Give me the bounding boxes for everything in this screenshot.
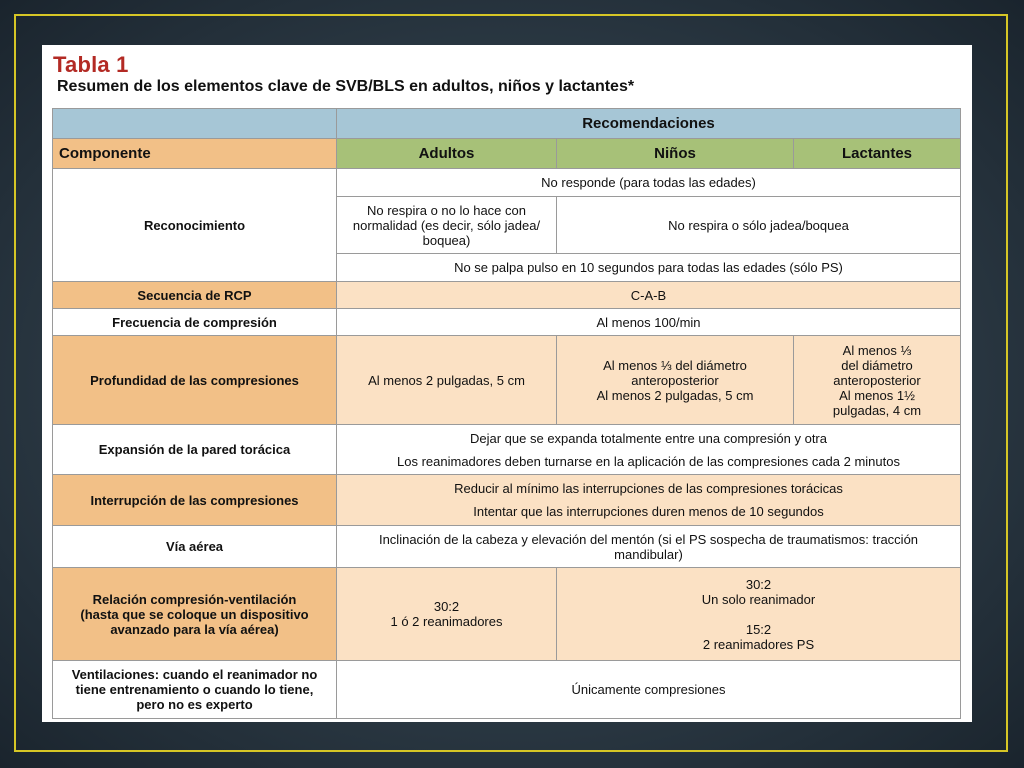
label-expansion: Expansión de la pared torácica — [53, 425, 337, 475]
row-reconocimiento-1 — [53, 169, 961, 197]
cell-no-responde: No responde (para todas las edades) — [337, 169, 961, 197]
row-ventilaciones — [53, 661, 961, 719]
header-empty-cell — [53, 109, 337, 139]
bls-summary-table — [52, 108, 961, 719]
ventilaciones-label-line: tiene entrenamiento o cuando lo tiene, — [75, 682, 314, 697]
relacion-adultos-line: 30:2 — [433, 599, 460, 614]
cell-reconocimiento-adultos: No respira o no lo hace con normalidad (es decir, sólo jadea/ boquea) — [337, 197, 557, 254]
header-row-ages — [53, 139, 961, 169]
profundidad-lactantes-line: pulgadas, 4 cm — [832, 402, 922, 418]
profundidad-lactantes-line: del diámetro — [841, 357, 913, 373]
label-secuencia: Secuencia de RCP — [53, 282, 337, 309]
header-recomendaciones: Recomendaciones — [337, 109, 961, 139]
row-secuencia — [53, 282, 961, 309]
relacion-adultos-line: 1 ó 2 reanimadores — [390, 614, 503, 629]
cell-relacion-ninos-lactantes — [557, 568, 961, 661]
expansion-line: Dejar que se expanda totalmente entre una compresión y otra — [470, 430, 827, 446]
header-componente: Componente — [53, 139, 337, 169]
row-interrupcion — [53, 475, 961, 526]
relacion-ninos-line: 2 reanimadores PS — [702, 636, 815, 652]
header-adultos: Adultos — [337, 139, 557, 169]
relacion-label-line: avanzado para la vía aérea) — [110, 621, 279, 637]
label-interrupcion: Interrupción de las compresiones — [53, 475, 337, 526]
header-lactantes: Lactantes — [794, 139, 961, 169]
cell-expansion — [337, 425, 961, 475]
label-profundidad: Profundidad de las compresiones — [53, 336, 337, 425]
cell-frecuencia: Al menos 100/min — [337, 309, 961, 336]
table-sheet — [42, 45, 972, 722]
relacion-ninos-line: Un solo reanimador — [701, 591, 816, 607]
table-subtitle: Resumen de los elementos clave de SVB/BLS en adultos, niños y lactantes* — [57, 78, 635, 95]
label-ventilaciones — [53, 661, 337, 719]
profundidad-lactantes-line: Al menos 1½ — [839, 387, 915, 403]
row-profundidad — [53, 336, 961, 425]
relacion-gap — [563, 607, 954, 622]
header-ninos: Niños — [557, 139, 794, 169]
cell-relacion-adultos — [337, 568, 557, 661]
cell-interrupcion — [337, 475, 961, 526]
relacion-ninos-line: 30:2 — [745, 576, 772, 592]
row-frecuencia — [53, 309, 961, 336]
profundidad-ninos-line: Al menos 2 pulgadas, 5 cm — [596, 387, 754, 403]
profundidad-ninos-line: Al menos ⅓ del diámetro — [603, 357, 747, 373]
cell-pulso: No se palpa pulso en 10 segundos para todas las edades (sólo PS) — [337, 254, 961, 282]
expansion-line: Los reanimadores deben turnarse en la aplicación de las compresiones cada 2 minutos — [397, 453, 900, 469]
cell-secuencia: C-A-B — [337, 282, 961, 309]
label-reconocimiento: Reconocimiento — [53, 169, 337, 282]
interrupcion-line: Reducir al mínimo las interrupciones de las compresiones torácicas — [454, 481, 843, 496]
cell-profundidad-adultos: Al menos 2 pulgadas, 5 cm — [337, 336, 557, 425]
label-frecuencia: Frecuencia de compresión — [53, 309, 337, 336]
cell-profundidad-lactantes — [794, 336, 961, 425]
interrupcion-line: Intentar que las interrupciones duren menos de 10 segundos — [473, 504, 824, 519]
cell-profundidad-ninos — [557, 336, 794, 425]
header-row-recommendations — [53, 109, 961, 139]
row-via-aerea — [53, 526, 961, 568]
relacion-label-line: (hasta que se coloque un dispositivo — [80, 606, 309, 622]
cell-via-aerea: Inclinación de la cabeza y elevación del mentón (si el PS sospecha de traumatismos: tracción mandibular) — [337, 526, 961, 568]
relacion-ninos-line: 15:2 — [745, 621, 772, 637]
table-title: Tabla 1 — [53, 52, 129, 77]
row-expansion — [53, 425, 961, 475]
profundidad-lactantes-line: Al menos ⅓ — [842, 342, 912, 358]
label-relacion — [53, 568, 337, 661]
cell-reconocimiento-ninos-lactantes: No respira o sólo jadea/boquea — [557, 197, 961, 254]
ventilaciones-label-line: pero no es experto — [136, 697, 253, 712]
ventilaciones-label-line: Ventilaciones: cuando el reanimador no — [71, 667, 318, 682]
profundidad-lactantes-line: anteroposterior — [833, 372, 921, 388]
relacion-label-line: Relación compresión-ventilación — [92, 591, 297, 607]
profundidad-ninos-line: anteroposterior — [631, 372, 719, 388]
cell-ventilaciones: Únicamente compresiones — [337, 661, 961, 719]
row-relacion — [53, 568, 961, 661]
label-via-aerea: Vía aérea — [53, 526, 337, 568]
